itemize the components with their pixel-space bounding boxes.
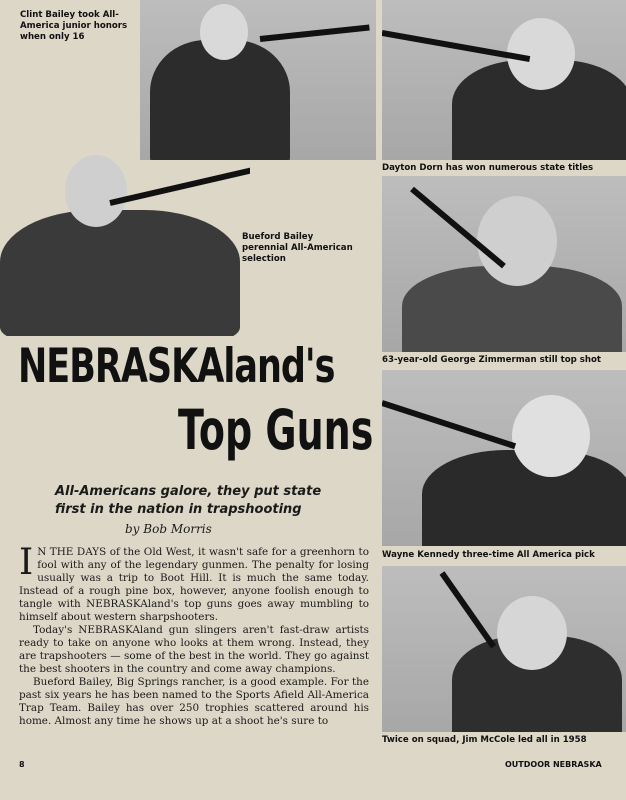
page-title-script: Top Guns [178, 398, 374, 462]
photo-jim-mccole [382, 566, 626, 732]
drop-cap: I [19, 542, 34, 583]
byline: by Bob Morris [125, 522, 212, 536]
photo-clint-bailey [140, 0, 376, 160]
caption-george: 63-year-old George Zimmerman still top shot [382, 355, 602, 365]
caption-bueford: Bueford Bailey perennial All-American selection [242, 232, 353, 264]
article-paragraph: I N THE DAYS of the Old West, it wasn't safe for a greenhorn to fool with any of the legendary gunmen. The penalty for losing usually was a trip to Boot Hill. It is much the same today. Instead of a rough pine box, however, anyone foolish enough to tangle with NEBRASKAland's top guns goes away mumbling to himself about western sharpshooters. [19, 542, 369, 623]
subtitle: All-Americans galore, they put state first in the nation in trapshooting [55, 484, 322, 517]
page-number: 8 [19, 760, 25, 769]
photo-dayton-dorn [382, 0, 626, 160]
caption-jim: Twice on squad, Jim McCole led all in 1958 [382, 735, 587, 745]
caption-wayne: Wayne Kennedy three-time All America pick [382, 550, 595, 560]
article-body [19, 542, 369, 728]
article-paragraph: Today's NEBRASKAland gun slingers aren't fast-draw artists ready to take on anyone who looks at them wrong. Instead, they are trapshooters — some of the best in the world. They go against the best shooters in the country and come away champions. [19, 624, 369, 675]
photo-george-zimmerman [382, 176, 626, 352]
caption-dayton: Dayton Dorn has won numerous state titles [382, 163, 594, 173]
page-title: NEBRASKAland's [18, 340, 335, 394]
photo-bueford-bailey [0, 140, 250, 336]
magazine-name: OUTDOOR NEBRASKA [505, 760, 602, 769]
photo-wayne-kennedy [382, 370, 626, 546]
article-paragraph: Bueford Bailey, Big Springs rancher, is a good example. For the past six years he has been named to the Sports Afield All-America Trap Team. Bailey has over 250 trophies scattered around his home. Almost any time he shows up at a shoot he's sure to [19, 676, 369, 727]
caption-clint: Clint Bailey took All-America junior honors when only 16 [20, 10, 128, 42]
